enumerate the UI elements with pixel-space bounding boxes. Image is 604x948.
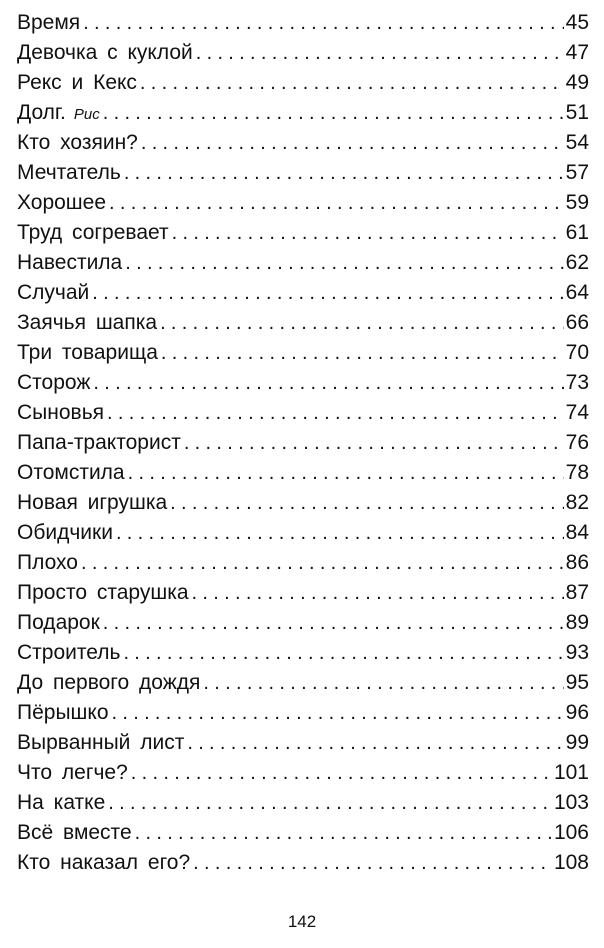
table-of-contents — [17, 8, 589, 878]
toc-entry — [17, 248, 589, 278]
dot-leader — [187, 728, 563, 758]
dot-leader — [196, 38, 564, 68]
entry-title: Труд согревает — [17, 221, 169, 244]
dot-leader — [92, 278, 563, 308]
toc-entry — [17, 578, 589, 608]
entry-title: Папа-тракторист — [17, 431, 181, 454]
entry-page-number: 64 — [565, 281, 589, 304]
entry-title: Вырванный лист — [17, 731, 185, 754]
entry-title: Новая игрушка — [17, 491, 168, 514]
entry-page-number: 74 — [565, 401, 589, 424]
toc-entry — [17, 788, 589, 818]
dot-leader — [160, 308, 564, 338]
dot-leader — [161, 338, 564, 368]
entry-title: На катке — [17, 791, 106, 814]
entry-page-number: 103 — [553, 791, 589, 814]
toc-entry — [17, 758, 589, 788]
entry-page-number: 86 — [565, 551, 589, 574]
entry-title: Обидчики — [17, 521, 113, 544]
entry-page-number: 49 — [565, 71, 589, 94]
toc-entry — [17, 488, 589, 518]
entry-page-number: 96 — [565, 701, 589, 724]
entry-title: Случай — [17, 281, 90, 304]
entry-page-number: 82 — [565, 491, 589, 514]
dot-leader — [123, 638, 563, 668]
dot-leader — [107, 398, 564, 428]
entry-title: Сыновья — [17, 401, 105, 424]
toc-entry — [17, 98, 589, 128]
entry-page-number: 47 — [565, 41, 589, 64]
dot-leader — [141, 128, 564, 158]
entry-page-number: 95 — [565, 671, 589, 694]
toc-entry — [17, 128, 589, 158]
toc-entry — [17, 398, 589, 428]
dot-leader — [172, 218, 564, 248]
entry-page-number: 93 — [565, 641, 589, 664]
entry-page-number: 87 — [565, 581, 589, 604]
dot-leader — [203, 668, 563, 698]
page-number: 142 — [287, 912, 317, 931]
entry-title: Хорошее — [17, 191, 107, 214]
entry-page-number: 62 — [565, 251, 589, 274]
toc-entry — [17, 218, 589, 248]
entry-title: До первого дождя — [17, 671, 201, 694]
dot-leader — [193, 848, 552, 878]
entry-page-number: 89 — [565, 611, 589, 634]
entry-page-number: 108 — [553, 851, 589, 874]
entry-title: Заячья шапка — [17, 311, 158, 334]
entry-title: Просто старушка — [17, 581, 189, 604]
dot-leader — [140, 68, 564, 98]
dot-leader — [192, 578, 564, 608]
toc-entry — [17, 38, 589, 68]
entry-page-number: 45 — [565, 11, 589, 34]
toc-entry — [17, 188, 589, 218]
entry-title: Что легче? — [17, 761, 128, 784]
toc-entry — [17, 368, 589, 398]
entry-page-number: 61 — [565, 221, 589, 244]
entry-page-number: 99 — [565, 731, 589, 754]
dot-leader — [83, 8, 563, 38]
entry-page-number: 78 — [565, 461, 589, 484]
dot-leader — [112, 698, 564, 728]
entry-title: Навестила — [17, 251, 123, 274]
entry-title: Строитель — [17, 641, 121, 664]
toc-entry — [17, 8, 589, 38]
dot-leader — [170, 488, 563, 518]
toc-entry — [17, 458, 589, 488]
entry-title: Всё вместе — [17, 821, 132, 844]
toc-entry — [17, 668, 589, 698]
entry-title: Пёрышко — [17, 701, 109, 724]
entry-title: Три товарища — [17, 341, 158, 364]
dot-leader — [116, 518, 564, 548]
dot-leader — [81, 548, 564, 578]
dot-leader — [135, 818, 552, 848]
entry-page-number: 84 — [565, 521, 589, 544]
toc-entry — [17, 338, 589, 368]
toc-entry — [17, 728, 589, 758]
dot-leader — [131, 758, 552, 788]
entry-title: Девочка с куклой — [17, 41, 193, 64]
toc-entry — [17, 278, 589, 308]
toc-entry — [17, 518, 589, 548]
entry-title: Отомстила — [17, 461, 125, 484]
entry-title: Подарок — [17, 611, 100, 634]
entry-page-number: 73 — [565, 371, 589, 394]
entry-page-number: 101 — [553, 761, 589, 784]
entry-title: Кто хозяин? — [17, 131, 138, 154]
dot-leader — [93, 368, 563, 398]
toc-entry — [17, 818, 589, 848]
toc-entry — [17, 68, 589, 98]
toc-entry — [17, 158, 589, 188]
entry-page-number: 54 — [565, 131, 589, 154]
toc-entry — [17, 308, 589, 338]
entry-title: Мечтатель — [17, 161, 121, 184]
dot-leader — [124, 158, 564, 188]
entry-author: Рис — [73, 106, 100, 123]
entry-title: Кто наказал его? — [17, 851, 191, 874]
entry-title: Рекс и Кекс — [17, 71, 137, 94]
entry-title: Сторож — [17, 371, 91, 394]
entry-page-number: 66 — [565, 311, 589, 334]
dot-leader — [109, 188, 564, 218]
toc-entry — [17, 428, 589, 458]
entry-page-number: 51 — [565, 101, 589, 124]
toc-entry — [17, 698, 589, 728]
toc-entry — [17, 848, 589, 878]
toc-entry — [17, 638, 589, 668]
entry-page-number: 59 — [565, 191, 589, 214]
dot-leader — [128, 458, 564, 488]
dot-leader — [125, 248, 563, 278]
dot-leader — [184, 428, 564, 458]
dot-leader — [103, 98, 564, 128]
entry-page-number: 57 — [565, 161, 589, 184]
entry-title: Время — [17, 11, 81, 34]
dot-leader — [108, 788, 552, 818]
toc-entry — [17, 608, 589, 638]
toc-entry — [17, 548, 589, 578]
entry-title: Плохо — [17, 551, 78, 574]
toc-list — [17, 8, 589, 878]
dot-leader — [103, 608, 564, 638]
entry-title: Долг. — [17, 101, 66, 124]
entry-page-number: 70 — [565, 341, 589, 364]
entry-page-number: 76 — [565, 431, 589, 454]
entry-page-number: 106 — [553, 821, 589, 844]
